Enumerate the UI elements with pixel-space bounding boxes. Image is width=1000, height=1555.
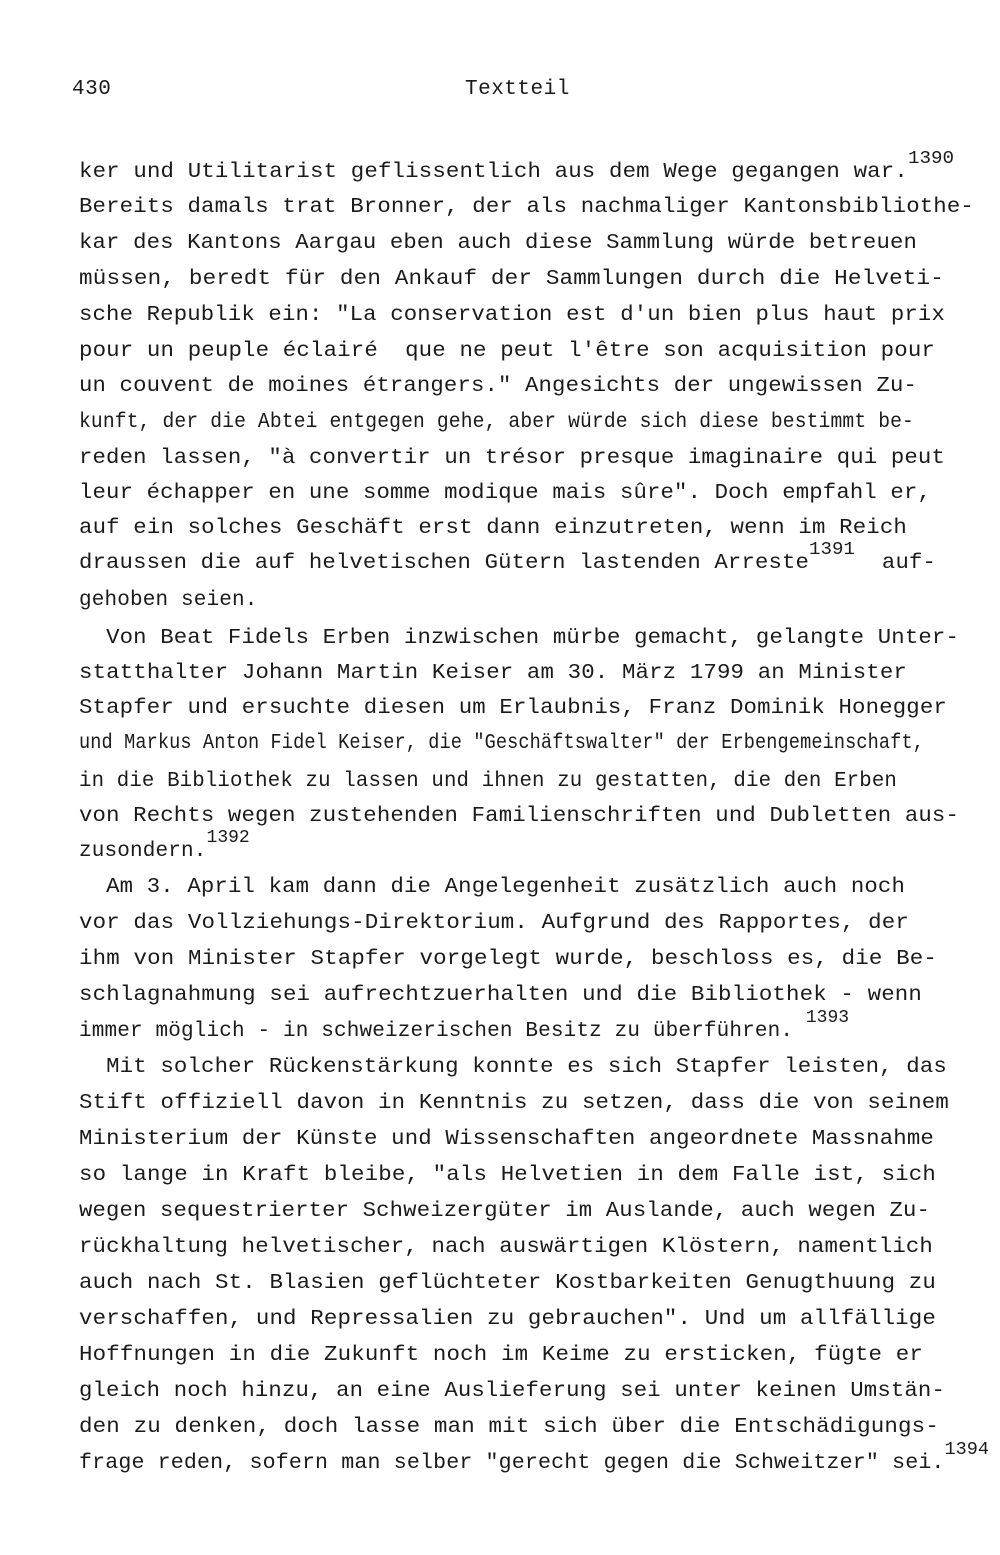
page-number: 430 — [72, 78, 112, 101]
line-text: sche Republik ein: "La conservation est d'un bien plus haut prix — [79, 304, 945, 327]
footnote-marker: 1391 — [809, 540, 855, 560]
line-text: Ministerium der Künste und Wissenschaften angeordnete Massnahme — [79, 1128, 935, 1151]
text-line — [79, 628, 959, 649]
line-text: Bereits damals trat Bronner, der als nachmaliger Kantonsbibliothe- — [79, 196, 974, 219]
line-text: und Markus Anton Fidel Keiser, die "Geschäftswalter" der Erbengemeinschaft, — [79, 732, 924, 755]
text-line — [79, 949, 937, 970]
line-text: kunft, der die Abtei entgegen gehe, aber würde sich diese bestimmt be- — [79, 411, 914, 434]
text-line — [79, 305, 945, 326]
line-text: rückhaltung helvetischer, nach auswärtigen Klöstern, namentlich — [79, 1236, 933, 1259]
line-text: verschaffen, und Repressalien zu gebrauchen". Und um allfällige — [79, 1308, 937, 1331]
text-line — [79, 197, 974, 218]
line-text: pour un peuple éclairé que ne peut l'être son acquisition pour — [79, 340, 935, 363]
line-text: in die Bibliothek zu lassen und ihnen zu gestatten, die den Erben — [79, 770, 897, 793]
text-line — [79, 1417, 939, 1438]
text-line — [79, 1345, 923, 1366]
line-text: Stift offiziell davon in Kenntnis zu setzen, dass die von seinem — [79, 1092, 949, 1115]
text-line — [79, 412, 914, 433]
footnote-marker: 1392 — [206, 828, 250, 848]
text-line — [79, 518, 907, 539]
text-line — [79, 1237, 933, 1258]
line-text: draussen die auf helvetischen Gütern lastenden Arreste — [79, 552, 810, 575]
text-line — [79, 1093, 949, 1114]
text-line — [79, 448, 945, 469]
text-line — [79, 733, 924, 754]
text-line — [79, 590, 258, 611]
line-text: leur échapper en une somme modique mais sûre". Doch empfahl er, — [79, 482, 931, 505]
text-line — [79, 1309, 936, 1330]
line-text: gehoben seien. — [79, 589, 258, 612]
text-line — [79, 149, 954, 184]
line-text: statthalter Johann Martin Keiser am 30. März 1799 an Minister — [79, 662, 907, 685]
line-text: kar des Kantons Aargau eben auch diese Sammlung würde betreuen — [79, 232, 918, 255]
line-text: immer möglich - in schweizerischen Besitz zu überführen. — [79, 1020, 806, 1043]
line-text: auch nach St. Blasien geflüchteter Kostbarkeiten Genugthuung zu — [79, 1272, 937, 1295]
text-line — [79, 376, 917, 397]
line-text: zusondern. — [79, 840, 207, 863]
text-line — [79, 1057, 947, 1078]
text-line — [79, 771, 897, 792]
line-text: Mit solcher Rückenstärkung konnte es sich Stapfer leisten, das — [79, 1056, 948, 1079]
text-line — [79, 269, 944, 290]
text-line — [79, 698, 947, 719]
text-line — [79, 1440, 989, 1475]
text-line — [79, 1129, 934, 1150]
line-text: so lange in Kraft bleibe, "als Helvetien in dem Falle ist, sich — [79, 1164, 937, 1187]
text-line — [79, 483, 931, 504]
text-line — [79, 233, 917, 254]
text-line — [79, 1381, 945, 1402]
line-text: Hoffnungen in die Zukunft noch im Keime zu ersticken, fügte er — [79, 1344, 923, 1367]
line-text: schlagnahmung sei aufrechtzuerhalten und die Bibliothek - wenn — [79, 984, 922, 1007]
text-line — [79, 341, 935, 362]
text-line — [79, 806, 959, 827]
footnote-marker: 1394 — [944, 1440, 989, 1460]
footnote-marker: 1393 — [805, 1008, 850, 1028]
line-text: vor das Vollziehungs-Direktorium. Aufgrund des Rapportes, der — [79, 912, 909, 935]
line-text: reden lassen, "à convertir un trésor presque imaginaire qui peut — [79, 447, 945, 470]
text-line — [79, 877, 905, 898]
line-text: auf ein solches Geschäft erst dann einzutreten, wenn im Reich — [79, 517, 907, 540]
text-line — [79, 1201, 930, 1222]
text-line — [79, 828, 250, 863]
text-line — [79, 985, 922, 1006]
text-line — [79, 913, 909, 934]
line-text: müssen, beredt für den Ankauf der Sammlungen durch die Helveti- — [79, 268, 945, 291]
text-line — [79, 1008, 850, 1043]
line-text: un couvent de moines étrangers." Angesichts der ungewissen Zu- — [79, 375, 918, 398]
line-text: von Rechts wegen zustehenden Familienschriften und Dubletten aus- — [79, 805, 959, 828]
line-text: ihm von Minister Stapfer vorgelegt wurde, beschloss es, die Be- — [79, 948, 937, 971]
line-text: auf- — [854, 552, 937, 575]
line-text: gleich noch hinzu, an eine Auslieferung sei unter keinen Umstän- — [79, 1380, 945, 1403]
line-text: Stapfer und ersuchte diesen um Erlaubnis, Franz Dominik Honegger — [79, 697, 948, 720]
line-text: den zu denken, doch lasse man mit sich über die Entschädigungs- — [79, 1416, 939, 1439]
line-text: wegen sequestrierter Schweizergüter im Auslande, auch wegen Zu- — [79, 1200, 931, 1223]
text-line — [79, 540, 937, 575]
line-text: frage reden, sofern man selber "gerecht gegen die Schweitzer" sei. — [79, 1452, 945, 1475]
footnote-marker: 1390 — [907, 149, 954, 169]
text-line — [79, 1273, 936, 1294]
text-line — [79, 1165, 936, 1186]
line-text: ker und Utilitarist geflissentlich aus dem Wege gegangen war. — [79, 161, 908, 184]
text-line — [79, 663, 907, 684]
line-text: Von Beat Fidels Erben inzwischen mürbe gemacht, gelangte Unter- — [79, 627, 959, 650]
line-text: Am 3. April kam dann die Angelegenheit zusätzlich auch noch — [79, 876, 905, 899]
running-head: Textteil — [465, 78, 570, 101]
